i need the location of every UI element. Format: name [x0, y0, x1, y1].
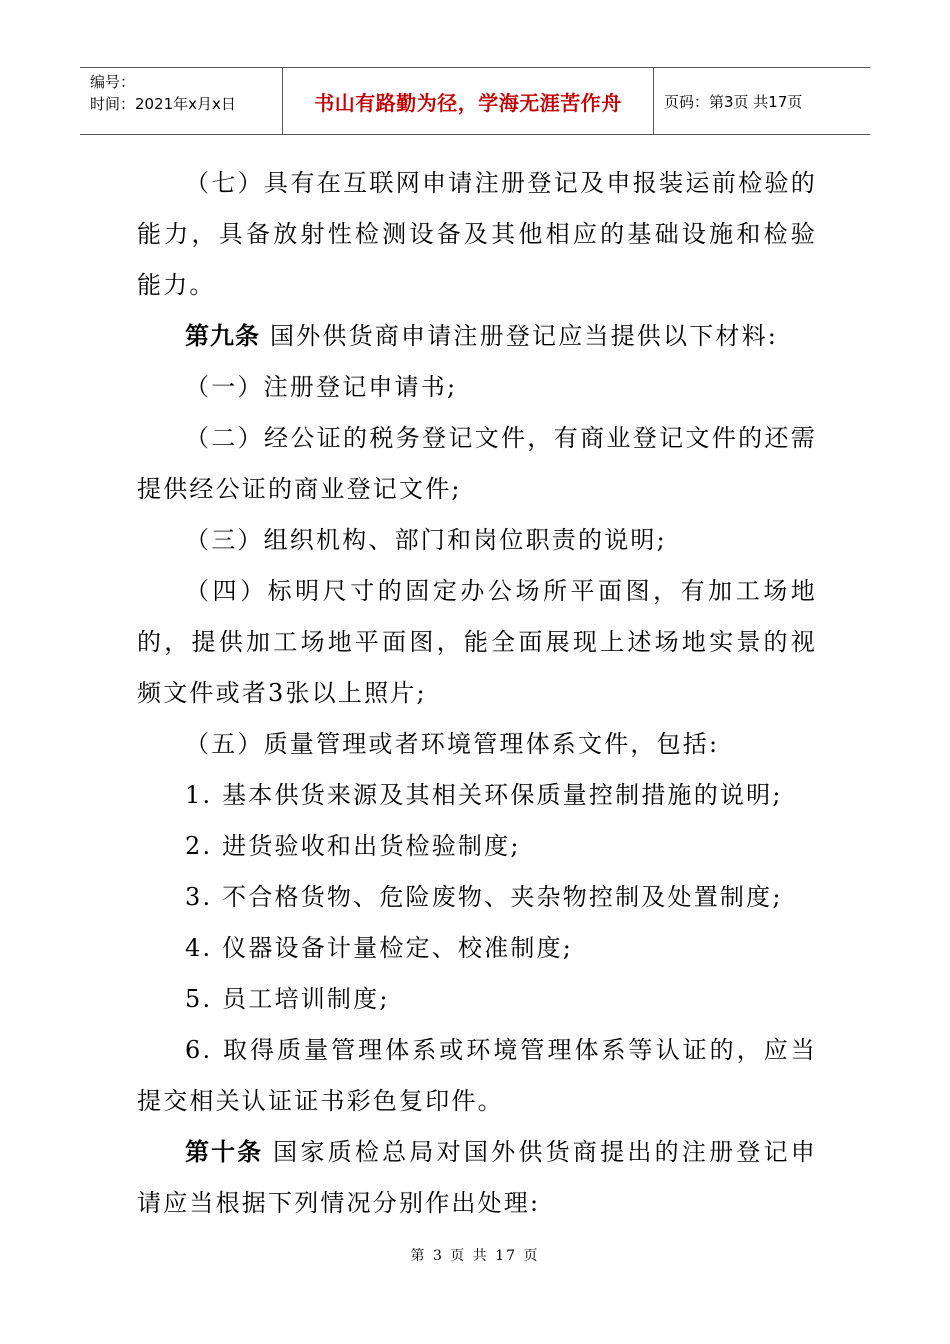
list-item-3: 3. 不合格货物、危险废物、夹杂物控制及处置制度; — [185, 883, 783, 911]
paragraph-item-3: （三）组织机构、部门和岗位职责的说明; — [185, 526, 667, 554]
article-9 — [137, 311, 817, 362]
paragraph-item-1: （一）注册登记申请书; — [185, 373, 458, 401]
list-item-5: 5. 员工培训制度; — [185, 985, 390, 1013]
document-date-label: 时间：2021年x月x日 — [90, 95, 236, 113]
list-item-4: 4. 仪器设备计量检定、校准制度; — [185, 934, 574, 962]
article-9-text: 国外供货商申请注册登记应当提供以下材料: — [270, 322, 779, 350]
list-item-6: 6. 取得质量管理体系或环境管理体系等认证的，应当提交相关认证证书彩色复印件。 — [137, 1036, 817, 1115]
paragraph-item-5: （五）质量管理或者环境管理体系文件，包括: — [185, 730, 720, 758]
document-number-label: 编号： — [90, 73, 136, 91]
header-page-code: 页码：第3页 共17页 — [664, 92, 803, 111]
paragraph-item-4: （四）标明尺寸的固定办公场所平面图，有加工场地的，提供加工场地平面图，能全面展现上述场地实景的视频文件或者3张以上照片; — [137, 577, 817, 707]
paragraph-item-2: （二）经公证的税务登记文件，有商业登记文件的还需提供经公证的商业登记文件; — [137, 424, 817, 503]
page-header — [80, 67, 870, 135]
article-10-text: 国家质检总局对国外供货商提出的注册登记申请应当根据下列情况分别作出处理: — [137, 1138, 818, 1217]
document-body — [137, 158, 817, 1229]
list-item-1: 1. 基本供货来源及其相关环保质量控制措施的说明; — [185, 781, 783, 809]
article-10-title: 第十条 — [185, 1138, 264, 1166]
list-item-2: 2. 进货验收和出货检验制度; — [185, 832, 521, 860]
article-10 — [137, 1127, 817, 1229]
header-info-cell — [80, 68, 283, 134]
header-motto: 书山有路勤为径，学海无涯苦作舟 — [283, 68, 654, 134]
page-footer: 第 3 页 共 17 页 — [410, 1248, 540, 1264]
article-9-title: 第九条 — [185, 322, 260, 350]
paragraph-item-7: （七）具有在互联网申请注册登记及申报装运前检验的能力，具备放射性检测设备及其他相应的基础设施和检验能力。 — [137, 169, 817, 299]
